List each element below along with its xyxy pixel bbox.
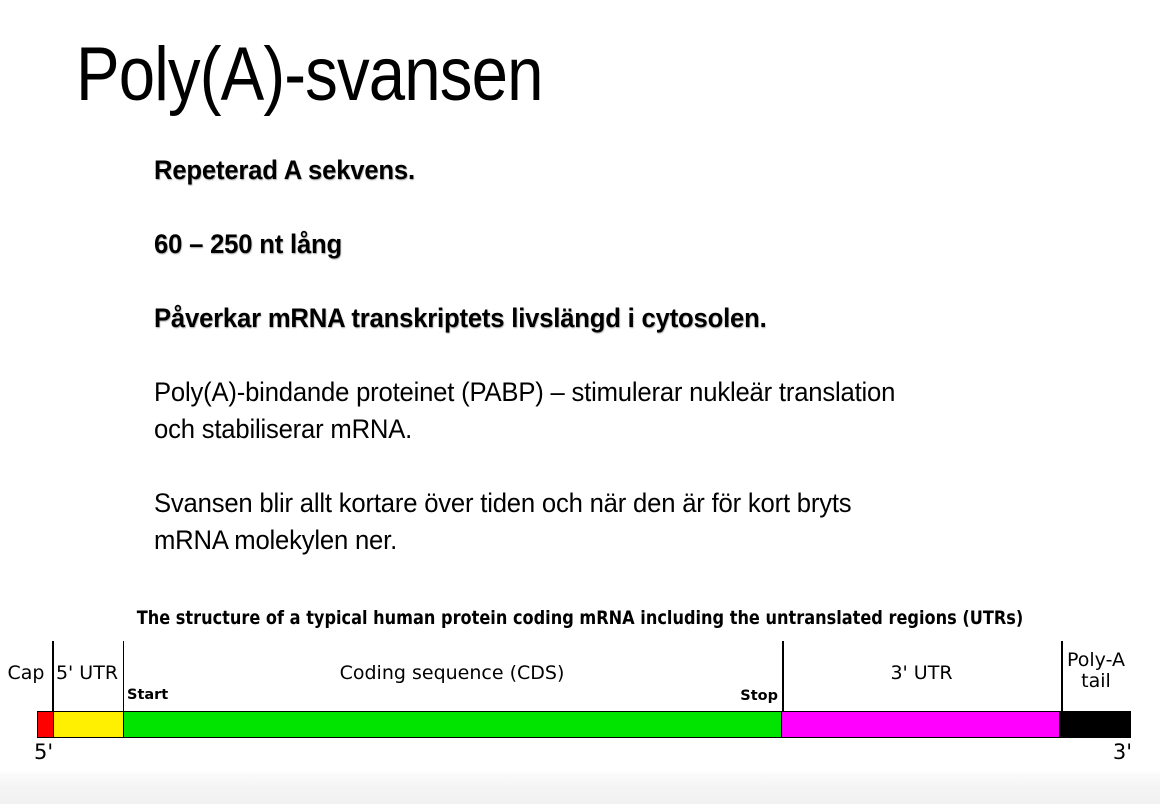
paragraph-line: mRNA molekylen ner. (154, 525, 398, 555)
paragraph-line: Svansen blir allt kortare över tiden och när den är för kort bryts (154, 488, 852, 518)
mrna-bar (37, 711, 1131, 738)
paragraph-line: Repeterad A sekvens. (154, 155, 415, 185)
segment-cds (123, 712, 781, 737)
segment-polya-tail (1059, 712, 1130, 737)
stop-codon-label: Stop (740, 688, 778, 704)
start-codon-label: Start (127, 687, 169, 703)
segment-cap (38, 712, 53, 737)
5utr-label: 5' UTR (55, 662, 119, 684)
paragraph-line: 60 – 250 nt lång (154, 229, 342, 259)
scan-artifact-band (0, 772, 1160, 804)
figure-title: The structure of a typical human protein coding mRNA including the untranslated regions (UTRs) (136, 607, 1024, 629)
paragraph-line: och stabiliserar mRNA. (154, 414, 413, 444)
3utr-label: 3' UTR (890, 662, 953, 684)
three-prime-label: 3' (1112, 740, 1132, 764)
five-prime-label: 5' (34, 740, 54, 764)
segment-3utr (781, 712, 1059, 737)
paragraph-line: Poly(A)-bindande proteinet (PABP) – stimulerar nukleär translation (154, 377, 896, 407)
polya-tail-label-line1: Poly-A (1066, 649, 1126, 671)
segment-5utr (53, 712, 123, 737)
cap-label: Cap (7, 662, 45, 684)
polya-tail-label (1040, 650, 1152, 692)
cds-label: Coding sequence (CDS) (339, 662, 565, 684)
paragraph-line: Påverkar mRNA transkriptets livslängd i cytosolen. (154, 303, 767, 333)
polya-tail-label-line2: tail (1081, 670, 1111, 692)
slide-title: Poly(A)-svansen (76, 32, 543, 117)
